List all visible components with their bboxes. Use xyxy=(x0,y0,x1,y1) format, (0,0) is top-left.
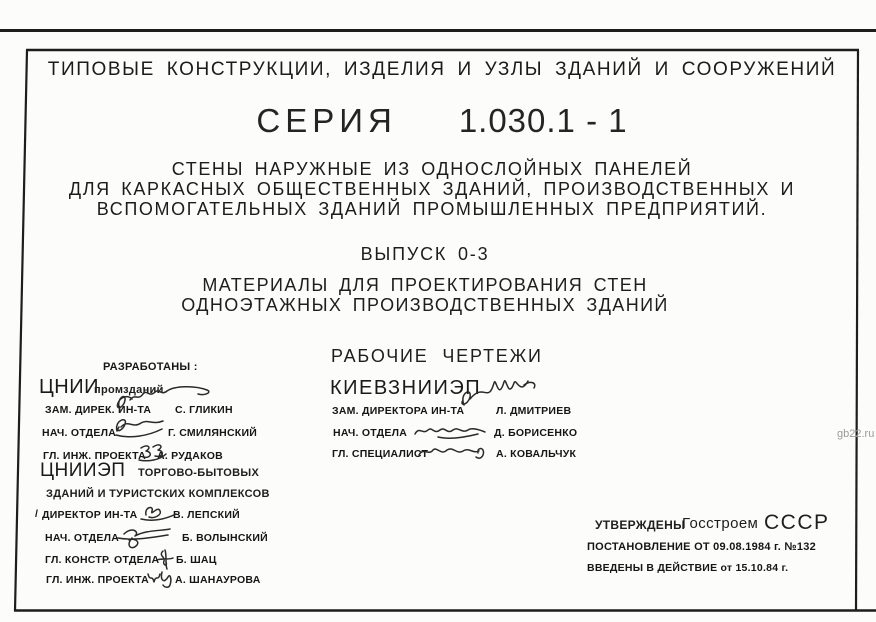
role-label: НАЧ. ОТДЕЛА xyxy=(333,427,408,439)
person-name: С. ГЛИКИН xyxy=(175,404,233,416)
org2-suffix-line2: ЗДАНИЙ И ТУРИСТСКИХ КОМПЛЕКСОВ xyxy=(46,488,270,500)
watermark: gb22.ru xyxy=(837,428,875,440)
developed-by-heading: РАЗРАБОТАНЫ : xyxy=(103,361,198,373)
signature-smilyansky xyxy=(110,414,170,440)
issue-subtitle-line: МАТЕРИАЛЫ ДЛЯ ПРОЕКТИРОВАНИЯ СТЕН xyxy=(202,275,648,295)
signature-borisenko xyxy=(410,422,490,442)
person-name: Б. ШАЦ xyxy=(176,554,217,566)
person-name: А. КОВАЛЬЧУК xyxy=(496,448,577,460)
person-name: Г. СМИЛЯНСКИЙ xyxy=(168,427,258,439)
role-label: НАЧ. ОТДЕЛА xyxy=(42,427,117,439)
subtitle-line: ВСПОМОГАТЕЛЬНЫХ ЗДАНИЙ ПРОМЫШЛЕННЫХ ПРЕДПРИЯТИЙ. xyxy=(96,199,768,219)
signature-shanaurova xyxy=(141,568,177,592)
series-label: СЕРИЯ xyxy=(256,102,397,139)
signature-glikin xyxy=(112,383,217,415)
org2-suffix-line1: ТОРГОВО-БЫТОВЫХ xyxy=(138,467,260,479)
signature-lepsky xyxy=(138,502,178,524)
person-name: А. ШАНАУРОВА xyxy=(175,574,261,586)
signature-dmitriev xyxy=(452,374,540,412)
issue-subtitle-line: ОДНОЭТАЖНЫХ ПРОИЗВОДСТВЕННЫХ ЗДАНИЙ xyxy=(181,295,669,315)
role-label: ГЛ. ИНЖ. ПРОЕКТА xyxy=(43,450,146,462)
signature-rudakov xyxy=(136,442,168,462)
role-label: ГЛ. ИНЖ. ПРОЕКТА xyxy=(46,574,149,586)
org1-abbr: ЦНИИ xyxy=(39,376,99,398)
issue-label: ВЫПУСК 0-3 xyxy=(360,244,490,264)
person-name: Д. БОРИСЕНКО xyxy=(494,427,578,439)
series-number: 1.030.1 - 1 xyxy=(458,102,628,139)
stray-slash-mark: / xyxy=(35,508,39,520)
org2-abbr: ЦНИИЭП xyxy=(40,460,126,481)
resolution-line: ПОСТАНОВЛЕНИЕ ОТ 09.08.1984 г. №132 xyxy=(587,541,816,553)
role-label: ЗАМ. ДИРЕК. ИН-ТА xyxy=(45,404,152,416)
role-label: ГЛ. СПЕЦИАЛИСТ xyxy=(332,448,429,460)
document-subtitle xyxy=(17,159,847,219)
working-drawings-org: КИЕВЗНИИЭП xyxy=(330,377,482,399)
subtitle-line: ДЛЯ КАРКАСНЫХ ОБЩЕСТВЕННЫХ ЗДАНИЙ, ПРОИЗВОДСТВЕННЫХ И xyxy=(68,179,796,199)
approved-org: Госстроем xyxy=(682,515,759,532)
effective-line: ВВЕДЕНЫ В ДЕЙСТВИЕ от 15.10.84 г. xyxy=(587,562,789,574)
approved-label: УТВЕРЖДЕНЫ xyxy=(595,518,686,532)
role-label: ДИРЕКТОР ИН-ТА xyxy=(42,509,138,521)
document-title: ТИПОВЫЕ КОНСТРУКЦИИ, ИЗДЕЛИЯ И УЗЛЫ ЗДАНИЙ И СООРУЖЕНИЙ xyxy=(47,59,837,80)
signature-kovalchuk xyxy=(414,443,494,463)
approved-country: СССР xyxy=(764,511,830,534)
person-name: В. ЛЕПСКИЙ xyxy=(173,509,240,521)
person-name: А. РУДАКОВ xyxy=(157,450,224,462)
series-line xyxy=(27,102,857,140)
person-name: Б. ВОЛЫНСКИЙ xyxy=(182,532,268,544)
person-name: Л. ДМИТРИЕВ xyxy=(496,405,572,417)
issue-subtitle xyxy=(10,275,840,315)
subtitle-line: СТЕНЫ НАРУЖНЫЕ ИЗ ОДНОСЛОЙНЫХ ПАНЕЛЕЙ xyxy=(171,159,693,179)
org1-suffix: промзданий xyxy=(94,384,164,396)
working-drawings-heading: РАБОЧИЕ ЧЕРТЕЖИ xyxy=(331,346,543,366)
role-label: ГЛ. КОНСТР. ОТДЕЛА xyxy=(45,554,160,566)
role-label: НАЧ. ОТДЕЛА xyxy=(45,532,120,544)
role-label: ЗАМ. ДИРЕКТОРА ИН-ТА xyxy=(332,405,465,417)
